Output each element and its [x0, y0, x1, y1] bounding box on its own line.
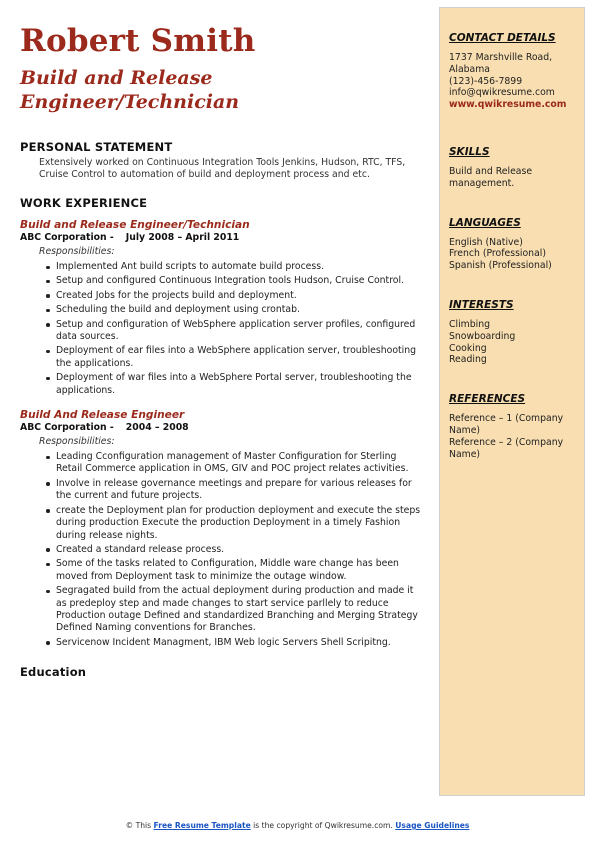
- job-company-dates: [20, 422, 425, 434]
- job-entry-2: [20, 409, 425, 649]
- footer-prefix: © This: [125, 821, 152, 830]
- list-item: Created Jobs for the projects build and deployment.: [56, 290, 425, 302]
- sidebar-heading-references: REFERENCES: [449, 393, 526, 406]
- free-resume-template-link[interactable]: Free Resume Template: [153, 821, 251, 830]
- job-company: ABC Corporation -: [20, 232, 114, 243]
- sidebar-heading-contact: CONTACT DETAILS: [449, 32, 556, 44]
- list-item: Segragated build from the actual deployment during production and made it as predeploy step and made changes to start service parllely to reduce Production outage Defined and standardized Branching and Merging Strategy Defined Naming conventions for Branches.: [56, 585, 425, 635]
- sidebar-heading-interests: INTERESTS: [449, 298, 514, 311]
- usage-guidelines-link[interactable]: Usage Guidelines: [395, 821, 470, 830]
- responsibilities-label: Responsibilities:: [39, 246, 115, 257]
- list-item: Servicenow Incident Managment, IBM Web logic Servers Shell Scripitng.: [56, 637, 425, 649]
- sidebar: [439, 7, 585, 796]
- candidate-name: Robert Smith: [20, 23, 256, 59]
- interest-item: Snowboarding: [449, 330, 516, 342]
- list-item: create the Deployment plan for production deployment and execute the steps during production Execute the production Deployment in a timely Fashion during release nights.: [56, 505, 425, 542]
- list-item: Some of the tasks related to Configuration, Middle ware change has been moved from Deployment task to minimize the outage window.: [56, 558, 425, 583]
- job-entry-1: [20, 219, 425, 397]
- contact-phone: (123)-456-7899: [449, 75, 523, 87]
- list-item: Leading Cconfiguration management of Master Configuration for Sterling Retail Commerce application in OMS, GIV and POC project relates activities.: [56, 451, 425, 476]
- sidebar-heading-skills: SKILLS: [449, 145, 490, 158]
- reference-item: Reference – 1 (Company Name): [449, 413, 564, 436]
- footer: [0, 821, 595, 830]
- list-item: Setup and configuration of WebSphere application server profiles, configured data sources.: [56, 319, 425, 344]
- contact-email[interactable]: info@qwikresume.com: [449, 87, 555, 99]
- job-title: Build And Release Engineer: [20, 409, 185, 422]
- section-heading-education: Education: [20, 665, 87, 680]
- contact-address-line1: 1737 Marshville Road,: [449, 52, 553, 63]
- language-item: Spanish (Professional): [449, 260, 552, 272]
- personal-statement-text: Extensively worked on Continuous Integration Tools Jenkins, Hudson, RTC, TFS, Cruise Control to automation of build and deployment process and etc.: [39, 157, 406, 180]
- skills-text: Build and Release management.: [449, 165, 533, 189]
- footer-copyright-text: is the copyright of Qwikresume.com.: [253, 821, 393, 830]
- responsibilities-list: [20, 451, 425, 649]
- responsibilities-label: Responsibilities:: [39, 436, 115, 448]
- list-item: Implemented Ant build scripts to automate build process.: [56, 261, 425, 273]
- interest-item: Climbing: [449, 318, 490, 330]
- candidate-title: Build and Release Engineer/Technician: [20, 67, 240, 113]
- reference-item: Reference – 2 (Company Name): [449, 436, 564, 460]
- job-dates: 2004 – 2008: [125, 422, 189, 434]
- responsibilities-list: [20, 261, 425, 397]
- contact-address-line2: Alabama: [449, 63, 490, 75]
- interest-item: Cooking: [449, 342, 487, 354]
- list-item: Scheduling the build and deployment using crontab.: [56, 304, 425, 316]
- interest-item: Reading: [449, 354, 487, 366]
- job-dates: July 2008 – April 2011: [125, 232, 240, 243]
- sidebar-heading-languages: LANGUAGES: [449, 216, 521, 229]
- list-item: Deployment of war files into a WebSphere Portal server, troubleshooting the applications.: [56, 372, 425, 397]
- job-company: ABC Corporation -: [20, 422, 114, 434]
- list-item: Setup and configured Continuous Integration tools Hudson, Cruise Control.: [56, 275, 425, 287]
- language-item: French (Professional): [449, 248, 546, 260]
- job-company-dates: [20, 232, 425, 244]
- section-heading-work-experience: WORK EXPERIENCE: [20, 196, 148, 210]
- list-item: Deployment of ear files into a WebSphere application server, troubleshooting the applications.: [56, 345, 425, 370]
- contact-website-link[interactable]: www.qwikresume.com: [449, 99, 567, 111]
- job-title: Build and Release Engineer/Technician: [20, 219, 250, 231]
- list-item: Involve in release governance meetings and prepare for various releases for the current and future projects.: [56, 478, 425, 503]
- language-item: English (Native): [449, 236, 523, 248]
- section-heading-personal-statement: PERSONAL STATEMENT: [20, 140, 173, 154]
- main-column: [20, 22, 425, 679]
- list-item: Created a standard release process.: [56, 544, 425, 556]
